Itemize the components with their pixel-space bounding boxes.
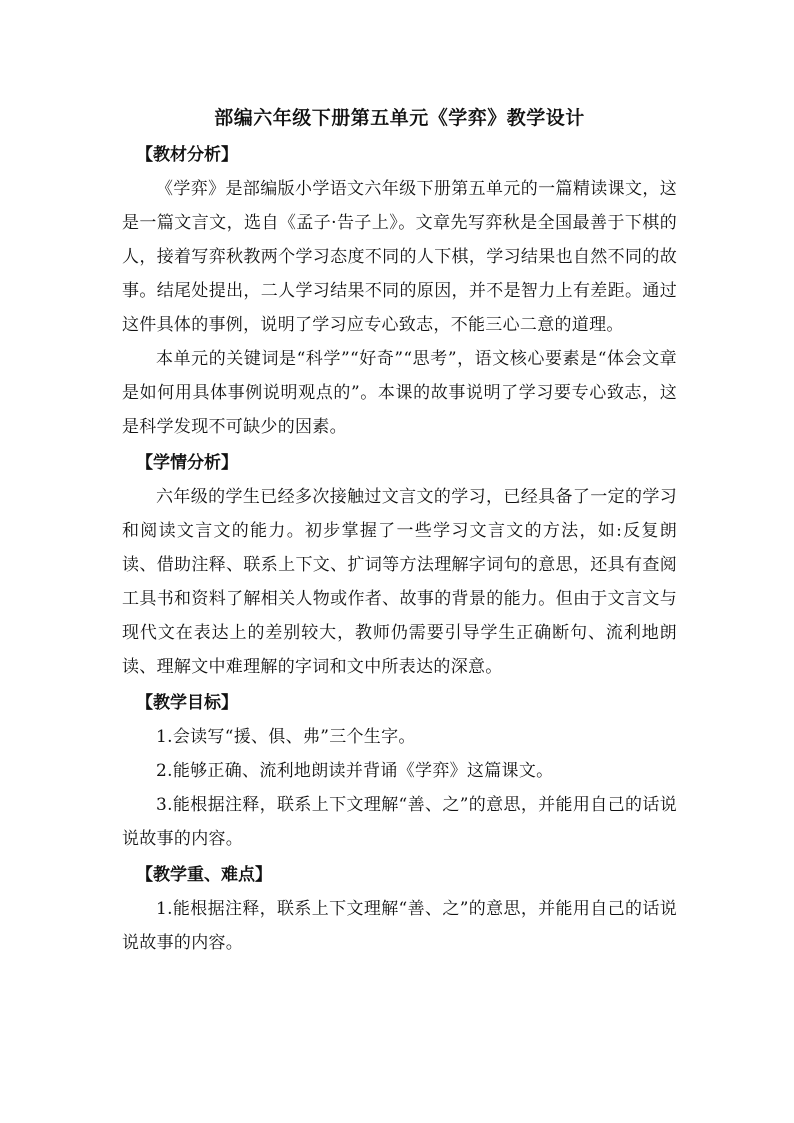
- section-heading: 【教学目标】: [136, 693, 238, 713]
- key-point-item: 1.能根据注释，联系上下文理解“善、之”的意思，并能用自己的话说说故事的内容。: [122, 899, 677, 953]
- section-key-points: [122, 858, 677, 960]
- document-body: [122, 104, 677, 960]
- section-teaching-goals: [122, 686, 677, 856]
- section-heading: 【教学重、难点】: [136, 865, 272, 885]
- section-heading: 【教材分析】: [136, 145, 238, 165]
- goal-item: 1.会读写“援、俱、弗”三个生字。: [156, 727, 416, 747]
- goal-item: 3.能根据注释，联系上下文理解“善、之”的意思，并能用自己的话说说故事的内容。: [122, 795, 677, 849]
- goal-item: 2.能够正确、流利地朗读并背诵《学弈》这篇课文。: [156, 761, 554, 781]
- paragraph: 六年级的学生已经多次接触过文言文的学习，已经具备了一定的学习和阅读文言文的能力。初步掌握了一些学习文言文的方法，如:反复朗读、借助注释、联系上下文、扩词等方法理解字词句的意思，还具有查阅工具书和资料了解相关人物或作者、故事的背景的能力。但由于文言文与现代文在表达上的差别较大，教师仍需要引导学生正确断句、流利地朗读、理解文中难理解的字词和文中所表达的深意。: [122, 487, 677, 677]
- section-student-analysis: [122, 446, 677, 684]
- document-title: 部编六年级下册第五单元《学弈》教学设计: [214, 107, 585, 129]
- section-textbook-analysis: [122, 138, 677, 444]
- paragraph: 《学弈》是部编版小学语文六年级下册第五单元的一篇精读课文，这是一篇文言文，选自《孟子·告子上》。文章先写弈秋是全国最善于下棋的人，接着写弈秋教两个学习态度不同的人下棋，学习结果也自然不同的故事。结尾处提出，二人学习结果不同的原因，并不是智力上有差距。通过这件具体的事例，说明了学习应专心致志，不能三心二意的道理。: [122, 179, 677, 335]
- paragraph: 本单元的关键词是“科学”“好奇”“思考”，语文核心要素是“体会文章是如何用具体事例说明观点的”。本课的故事说明了学习要专心致志，这是科学发现不可缺少的因素。: [122, 349, 677, 437]
- section-heading: 【学情分析】: [136, 453, 238, 473]
